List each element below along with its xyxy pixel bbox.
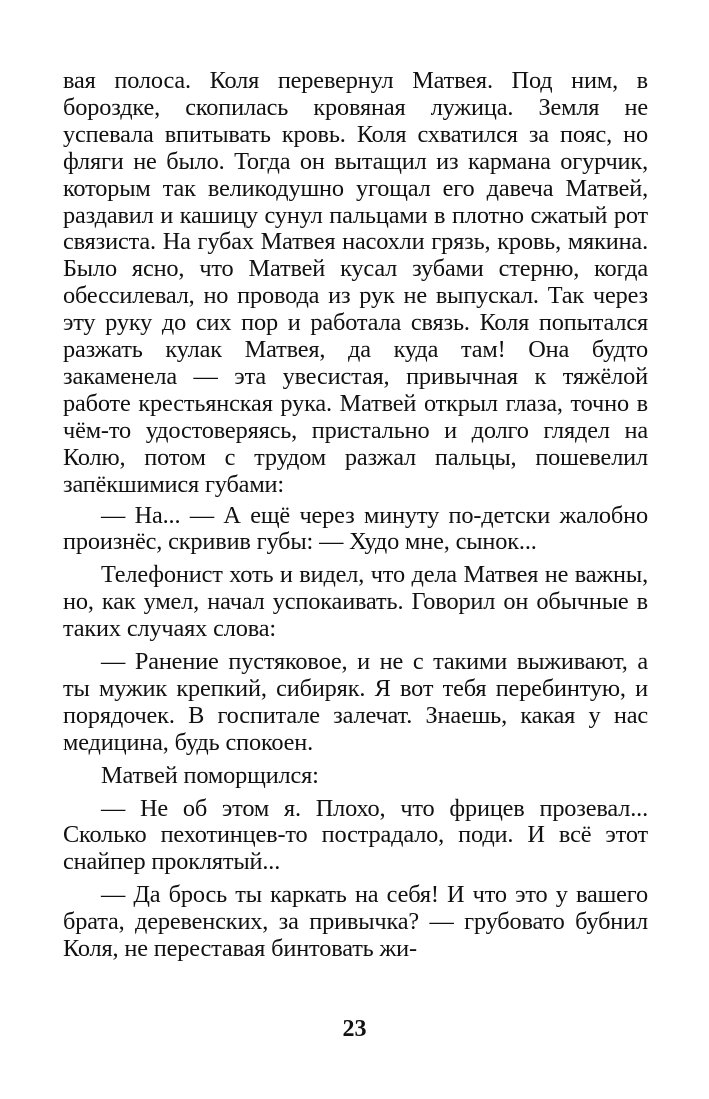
paragraph-1: вая полоса. Коля перевернул Матвея. Под ним, в бороздке, скопилась кровяная лужица. Земля не успевала впитывать кровь. Коля схватился за пояс, но фляги не было. Тогда он вытащил из кармана огурчик, которым так великодушно угощал его давеча Матвей, раздавил и кашицу сунул пальцами в плотно сжатый рот связиста. На губах Матвея насохли грязь, кровь, мякина. Было ясно, что Матвей кусал зубами стерню, когда обессилевал, но провода из рук не выпускал. Так через эту руку до сих пор и работала связь. Коля попытался разжать кулак Матвея, да куда там! Она будто закаменела — эта увесистая, привычная к тяжёлой работе крестьянская рука. Матвей открыл глаза, точно в чём-то удостоверяясь, пристально и долго глядел на Колю, потом с трудом разжал пальцы, пошевелил запёкшимися губами: bbox=[63, 67, 648, 498]
paragraph-6: — Не об этом я. Плохо, что фрицев прозевал... Сколько пехотинцев-то пострадало, поди. И всё этот снайпер проклятый... bbox=[63, 794, 648, 876]
paragraph-4: — Ранение пустяковое, и не с такими выживают, а ты мужик крепкий, сибиряк. Я вот тебя перебинтую, и порядочек. В госпитале залечат. Знаешь, какая у нас медицина, будь спокоен. bbox=[63, 648, 648, 756]
paragraph-5: Матвей поморщился: bbox=[101, 761, 319, 789]
paragraph-7: — Да брось ты каркать на себя! И что это у вашего брата, деревенских, за привычка? — грубовато бубнил Коля, не переставая бинтовать жи- bbox=[63, 881, 648, 963]
paragraph-3: Телефонист хоть и видел, что дела Матвея не важны, но, как умел, начал успокаивать. Говорил он обычные в таких случаях слова: bbox=[63, 561, 648, 643]
paragraph-2: — На... — А ещё через минуту по-детски жалобно произнёс, скривив губы: — Худо мне, сынок... bbox=[63, 501, 648, 556]
book-page bbox=[63, 68, 648, 969]
page-number: 23 bbox=[342, 1016, 367, 1042]
